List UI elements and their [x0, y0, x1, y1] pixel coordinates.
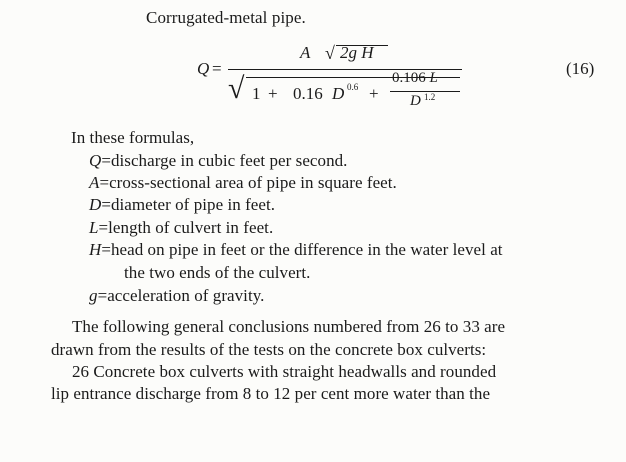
inner-fraction-exponent: 1.2: [424, 92, 436, 102]
denominator-radical-sign: √: [228, 72, 245, 105]
definition-line: A=cross-sectional area of pipe in square feet.: [89, 173, 397, 192]
equation-number: (16): [566, 59, 595, 78]
inner-fraction-numerator: 0.106 L: [392, 70, 438, 86]
definition-line: H=head on pipe in feet or the difference in the water level at: [89, 240, 503, 259]
denominator-plus-2: +: [369, 84, 379, 103]
inner-fraction-denominator: D: [410, 93, 421, 109]
definition-line: Q=discharge in cubic feet per second.: [89, 151, 348, 170]
intro-line: In these formulas,: [71, 128, 195, 147]
paragraph-line: drawn from the results of the tests on the concrete box culverts:: [51, 340, 487, 359]
definition-line: D=diameter of pipe in feet.: [89, 195, 276, 214]
numerator-A: A: [300, 43, 311, 62]
denominator-one: 1: [252, 84, 261, 103]
numerator-radicand: 2g H: [340, 43, 374, 62]
paragraph-line: The following general conclusions numbered from 26 to 33 are: [72, 317, 506, 336]
definition-continuation: the two ends of the culvert.: [124, 263, 311, 282]
paragraph-line: 26 Concrete box culverts with straight headwalls and rounded: [72, 362, 497, 381]
denominator-plus: +: [268, 84, 278, 103]
denominator-exponent: 0.6: [347, 82, 359, 92]
denominator-coefficient: 0.16: [293, 84, 323, 103]
numerator-radical-sign: √: [325, 43, 335, 63]
definition-line: L=length of culvert in feet.: [89, 218, 274, 237]
formula-16: [0, 40, 626, 120]
paragraph-line: lip entrance discharge from 8 to 12 per cent more water than the: [51, 384, 491, 403]
denominator-D: D: [332, 84, 345, 103]
formula-lhs: Q: [197, 59, 210, 78]
formula-equals: =: [212, 59, 222, 78]
definition-line: g=acceleration of gravity.: [89, 286, 265, 305]
section-heading: Corrugated-metal pipe.: [146, 8, 306, 27]
